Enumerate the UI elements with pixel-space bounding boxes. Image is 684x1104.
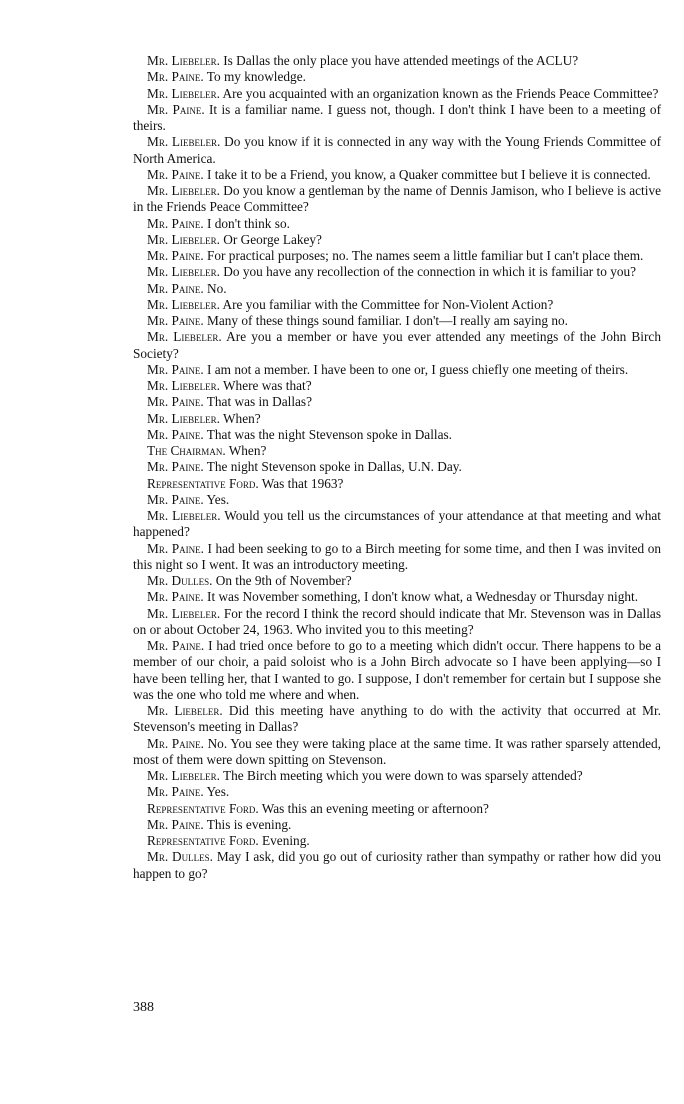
testimony-paragraph — [133, 541, 661, 574]
testimony-paragraph — [133, 183, 661, 216]
speech-text: Are you familiar with the Committee for Non-Violent Action? — [219, 296, 554, 312]
speech-text: Many of these things sound familiar. I don't—I really am saying no. — [203, 313, 568, 328]
speaker-name: Mr. Paine. — [147, 784, 204, 800]
testimony-paragraph — [133, 638, 661, 703]
speech-text: That was the night Stevenson spoke in Dallas. — [203, 426, 452, 442]
speech-text: I am not a member. I have been to one or, I guess chiefly one meeting of theirs. — [203, 361, 629, 377]
testimony-paragraph — [133, 443, 661, 459]
speaker-name: Mr. Paine. — [147, 638, 205, 653]
testimony-paragraph — [133, 589, 661, 605]
speaker-name: The Chairman. — [147, 443, 226, 458]
speech-text: On the 9th of November? — [212, 573, 352, 588]
speech-text: When? — [219, 410, 261, 426]
speaker-name: Mr. Paine. — [147, 394, 204, 410]
speaker-name: Mr. Paine. — [147, 101, 205, 117]
testimony-paragraph — [133, 476, 661, 492]
speaker-name: Mr. Liebeler. — [147, 605, 221, 621]
testimony-paragraph — [133, 606, 661, 639]
speech-text: Are you acquainted with an organization known as the Friends Peace Committee? — [219, 85, 659, 101]
speaker-name: Mr. Paine. — [147, 589, 204, 605]
speech-text: Do you have any recollection of the connection in which it is familiar to you? — [219, 264, 637, 280]
testimony-paragraph — [133, 703, 661, 736]
speech-text: Or George Lakey? — [219, 231, 322, 247]
speaker-name: Mr. Paine. — [147, 280, 204, 296]
testimony-paragraph — [133, 736, 661, 769]
speech-text: I don't think so. — [203, 215, 290, 231]
testimony-paragraph — [133, 362, 661, 378]
speech-text: I had been seeking to go to a Birch meeting for some time, and then I was invited on this night so I went. It was an introductory meeting. — [133, 540, 662, 572]
speaker-name: Mr. Paine. — [147, 248, 204, 263]
speaker-name: Mr. Paine. — [147, 540, 204, 556]
speech-text: Where was that? — [219, 378, 312, 393]
speech-text: Yes. — [203, 784, 230, 800]
speaker-name: Mr. Paine. — [147, 69, 204, 85]
speech-text: I had tried once before to go to a meeting which didn't occur. There happens to be a member of our choir, a paid soloist who is a John Birch advocate so I have been applying—so I have been telling her, that I wanted to go. I suppose, I don't remember for certain but I suppose she was the one who told me where and when. — [133, 638, 662, 702]
speaker-name: Mr. Paine. — [147, 426, 204, 442]
testimony-paragraph — [133, 232, 661, 248]
testimony-paragraph — [133, 167, 661, 183]
speech-text: Was this an evening meeting or afternoon? — [258, 800, 489, 816]
speaker-name: Mr. Liebeler. — [147, 231, 220, 247]
speaker-name: Mr. Paine. — [147, 166, 204, 182]
testimony-paragraph — [133, 784, 661, 800]
speaker-name: Representative Ford. — [147, 833, 259, 848]
speech-text: No. — [203, 280, 227, 296]
speaker-name: Mr. Paine. — [147, 459, 204, 475]
speech-text: To my knowledge. — [203, 69, 306, 85]
speech-text: Is Dallas the only place you have attended meetings of the ACLU? — [219, 53, 579, 68]
testimony-paragraph — [133, 833, 661, 849]
speaker-name: Mr. Liebeler. — [147, 378, 220, 393]
testimony-paragraph — [133, 297, 661, 313]
speech-text: Would you tell us the circumstances of your attendance at that meeting and what happened? — [133, 508, 661, 540]
testimony-paragraph — [133, 313, 661, 329]
page-number: 388 — [133, 1000, 154, 1015]
speech-text: May I ask, did you go out of curiosity rather than sympathy or rather how did you happen to go? — [133, 849, 661, 881]
speaker-name: Mr. Liebeler. — [147, 264, 220, 280]
testimony-paragraph — [133, 459, 661, 475]
speech-text: Was that 1963? — [258, 475, 344, 491]
speech-text: Do you know if it is connected in any way with the Young Friends Committee of North America. — [133, 134, 662, 166]
testimony-paragraph — [133, 86, 661, 102]
speaker-name: Representative Ford. — [147, 475, 259, 491]
speaker-name: Mr. Paine. — [147, 361, 204, 377]
speech-text: For practical purposes; no. The names seem a little familiar but I can't place them. — [203, 248, 644, 263]
transcript-body — [133, 53, 661, 882]
speech-text: Did this meeting have anything to do with the activity that occurred at Mr. Stevenson's meeting in Dallas? — [133, 703, 661, 735]
speaker-name: Mr. Liebeler. — [147, 296, 220, 312]
speaker-name: Mr. Paine. — [147, 313, 204, 328]
speech-text: I take it to be a Friend, you know, a Quaker committee but I believe it is connected. — [203, 166, 651, 182]
speaker-name: Mr. Liebeler. — [147, 703, 223, 718]
testimony-paragraph — [133, 492, 661, 508]
speech-text: No. You see they were taking place at the same time. It was rather sparsely attended, most of them were down spitting on Stevenson. — [133, 735, 662, 767]
speaker-name: Mr. Dulles. — [147, 573, 213, 588]
speaker-name: Mr. Dulles. — [147, 849, 213, 865]
speaker-name: Mr. Liebeler. — [147, 329, 222, 345]
speaker-name: Mr. Paine. — [147, 215, 204, 231]
testimony-paragraph — [133, 394, 661, 410]
speaker-name: Mr. Liebeler. — [147, 85, 220, 101]
testimony-paragraph — [133, 281, 661, 297]
speaker-name: Mr. Liebeler. — [147, 508, 221, 523]
testimony-paragraph — [133, 53, 661, 69]
testimony-paragraph — [133, 69, 661, 85]
testimony-paragraph — [133, 801, 661, 817]
speech-text: The night Stevenson spoke in Dallas, U.N. Day. — [203, 459, 462, 475]
speech-text: The Birch meeting which you were down to was sparsely attended? — [219, 768, 583, 783]
testimony-paragraph — [133, 573, 661, 589]
testimony-paragraph — [133, 411, 661, 427]
speech-text: For the record I think the record should indicate that Mr. Stevenson was in Dallas on or about October 24, 1963. Who invited you to this meeting? — [133, 605, 661, 637]
speech-text: Do you know a gentleman by the name of Dennis Jamison, who I believe is active in the Friends Peace Committee? — [133, 183, 661, 215]
speech-text: Yes. — [203, 491, 230, 507]
testimony-paragraph — [133, 849, 661, 882]
testimony-paragraph — [133, 378, 661, 394]
speech-text: That was in Dallas? — [203, 394, 313, 410]
speaker-name: Mr. Liebeler. — [147, 183, 220, 198]
speech-text: This is evening. — [203, 816, 292, 832]
testimony-paragraph — [133, 817, 661, 833]
testimony-paragraph — [133, 134, 661, 167]
speech-text: Are you a member or have you ever attended any meetings of the John Birch Society? — [133, 329, 661, 361]
speech-text: When? — [225, 443, 267, 458]
speaker-name: Mr. Paine. — [147, 816, 204, 832]
speaker-name: Representative Ford. — [147, 800, 259, 816]
speaker-name: Mr. Liebeler. — [147, 134, 221, 150]
speech-text: Evening. — [258, 833, 310, 848]
speech-text: It was November something, I don't know what, a Wednesday or Thursday night. — [203, 589, 639, 605]
testimony-paragraph — [133, 329, 661, 362]
speaker-name: Mr. Liebeler. — [147, 53, 220, 68]
speaker-name: Mr. Paine. — [147, 491, 204, 507]
testimony-paragraph — [133, 102, 661, 135]
speaker-name: Mr. Liebeler. — [147, 768, 220, 783]
speaker-name: Mr. Paine. — [147, 735, 204, 751]
testimony-paragraph — [133, 427, 661, 443]
testimony-paragraph — [133, 248, 661, 264]
testimony-paragraph — [133, 768, 661, 784]
testimony-paragraph — [133, 264, 661, 280]
testimony-paragraph — [133, 216, 661, 232]
speech-text: It is a familiar name. I guess not, though. I don't think I have been to a meeting of theirs. — [133, 101, 662, 133]
speaker-name: Mr. Liebeler. — [147, 410, 220, 426]
testimony-paragraph — [133, 508, 661, 541]
